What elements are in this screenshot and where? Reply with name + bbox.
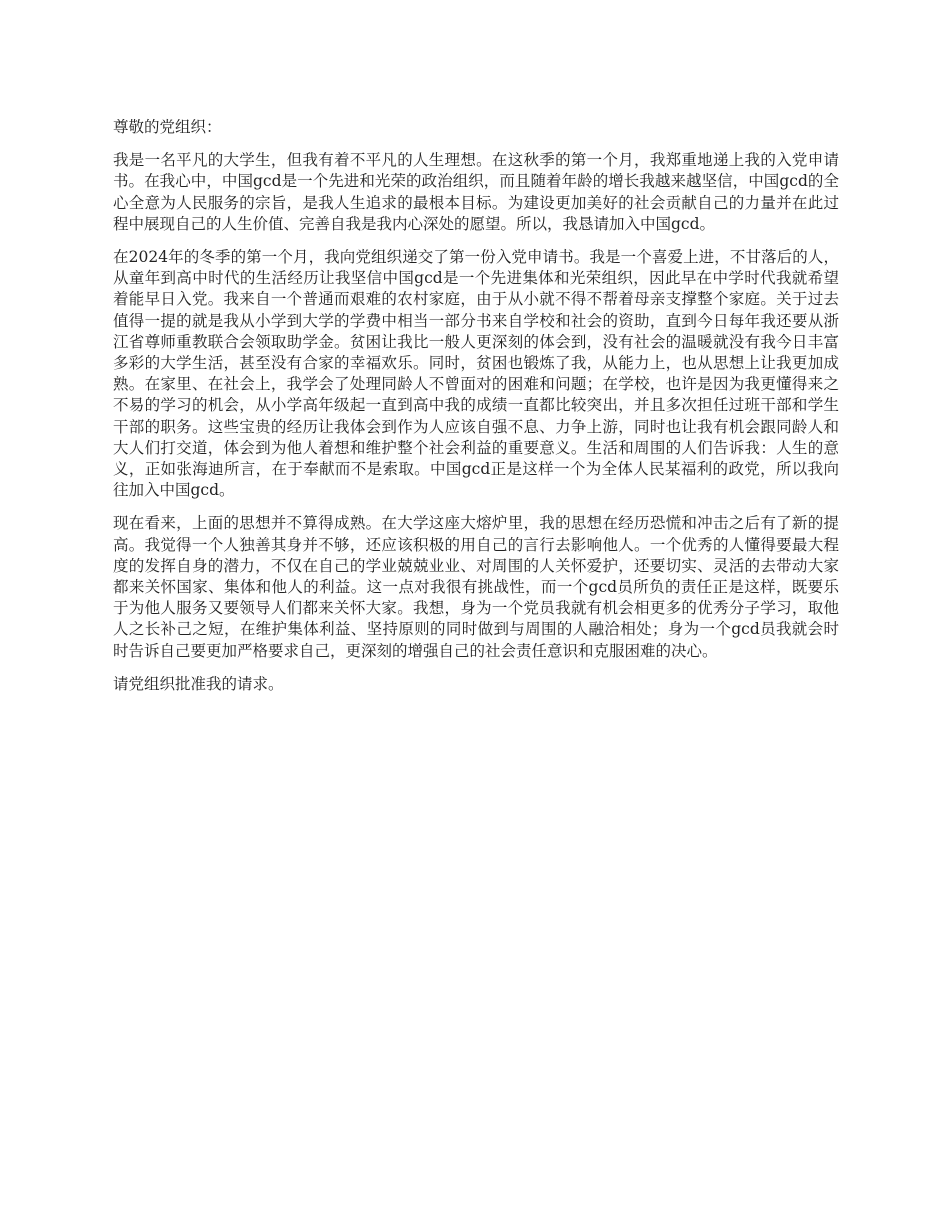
closing-line: 请党组织批准我的请求。: [113, 674, 284, 693]
paragraph-1: 我是一名平凡的大学生，但我有着不平凡的人生理想。在这秋季的第一个月，我郑重地递上我的入党申请书。在我心中，中国gcd是一个先进和光荣的政治组织，而且随着年龄的增长我越来越坚信，中国gcd的全心全意为人民服务的宗旨，是我人生追求的最根本目标。为建设更加美好的社会贡献自己的力量并在此过程中展现自己的人生价值、完善自我是我内心深处的愿望。所以，我恳请加入中国gcd。: [113, 151, 839, 233]
paragraph-2: 在2024年的冬季的第一个月，我向党组织递交了第一份入党申请书。我是一个喜爱上进，不甘落后的人，从童年到高中时代的生活经历让我坚信中国gcd是一个先进集体和光荣组织，因此早在中学时代我就希望着能早日入党。我来自一个普通而艰难的农村家庭，由于从小就不得不帮着母亲支撑整个家庭。关于过去值得一提的就是我从小学到大学的学费中相当一部分书来自学校和社会的资助，直到今日每年我还要从浙江省尊师重教联合会领取助学金。贫困让我比一般人更深刻的体会到，没有社会的温暖就没有我今日丰富多彩的大学生活，甚至没有合家的幸福欢乐。同时，贫困也锻炼了我，从能力上，也从思想上让我更加成熟。在家里、在社会上，我学会了处理同龄人不曾面对的困难和问题；在学校，也许是因为我更懂得来之不易的学习的机会，从小学高年级起一直到高中我的成绩一直都比较突出，并且多次担任过班干部和学生干部的职务。这些宝贵的经历让我体会到作为人应该自强不息、力争上游，同时也让我有机会跟同龄人和大人们打交道，体会到为他人着想和维护整个社会利益的重要意义。生活和周围的人们告诉我：人生的意义，正如张海迪所言，在于奉献而不是索取。中国gcd正是这样一个为全体人民某福利的政党，所以我向往加入中国gcd。: [113, 248, 839, 500]
salutation: 尊敬的党组织：: [113, 118, 222, 136]
paragraph-3: 现在看来，上面的思想并不算得成熟。在大学这座大熔炉里，我的思想在经历恐慌和冲击之后有了新的提高。我觉得一个人独善其身并不够，还应该积极的用自己的言行去影响他人。一个优秀的人懂得要最大程度的发挥自身的潜力，不仅在自己的学业兢兢业业、对周围的人关怀爱护，还要切实、灵活的去带动大家都来关怀国家、集体和他人的利益。这一点对我很有挑战性，而一个gcd员所负的责任正是这样，既要乐于为他人服务又要领导人们都来关怀大家。我想，身为一个党员我就有机会相更多的优秀分子学习，取他人之长补己之短，在维护集体利益、坚持原则的同时做到与周围的人融洽相处；身为一个gcd员我就会时时告诉自己要更加严格要求自己，更深刻的增强自己的社会责任意识和克服困难的决心。: [113, 514, 839, 660]
letter-body: [113, 117, 839, 695]
